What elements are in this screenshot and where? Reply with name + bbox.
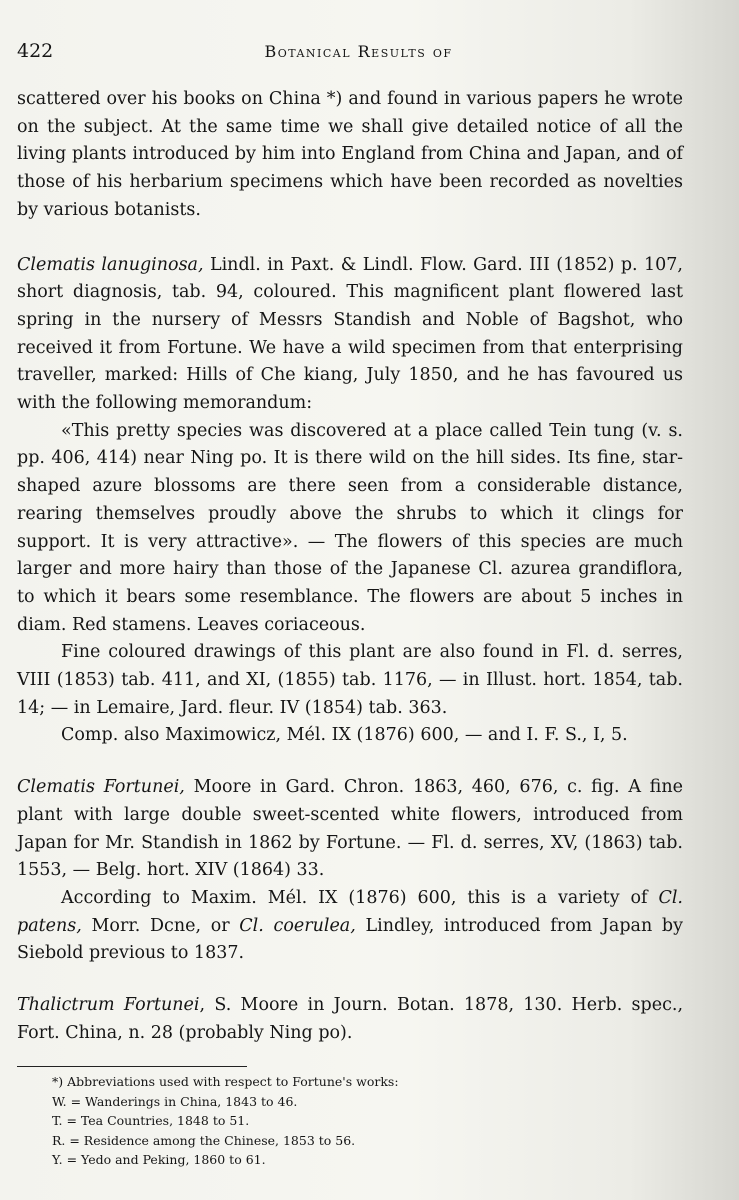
maximowicz-paragraph: According to Maxim. Mél. IX (1876) 600, this is a variety of Cl. patens, Morr. Dcne, or Cl. coerulea, Lindley, introduced from Japan by Siebold previous to 1837. — [17, 887, 684, 964]
entry-clematis-fortunei — [17, 774, 683, 885]
species-name: Cl. coerulea, — [239, 915, 356, 936]
comparison-paragraph: Comp. also Maximowicz, Mél. IX (1876) 600, — and I. F. S., I, 5. — [61, 725, 628, 746]
species-name: Clematis lanuginosa, — [17, 254, 204, 275]
entry-thalictrum-fortunei — [17, 992, 683, 1047]
entry-text: Moore in Gard. Chron. 1863, 460, 676, c. fig. A fine plant with large double sweet-scented white flowers, introduced from Japan for Mr. Standish in 1862 by Fortune. — Fl. d. serres, XV, (1863) tab. 1553, — Belg. hort. XIV (1864) 33. — [17, 777, 683, 881]
drawings-paragraph: Fine coloured drawings of this plant are also found in Fl. d. serres, VIII (1853) tab. 411, and XI, (1855) tab. 1176, — in Illust. hort. 1854, tab. 14; — in Lemaire, Jard. fleur. IV (1854) tab. 363. — [17, 642, 683, 718]
running-head: Botanical Results of — [264, 42, 453, 61]
entry-clematis-lanuginosa — [17, 252, 683, 418]
footnote-line: W. = Wanderings in China, 1843 to 46. — [52, 1093, 298, 1109]
page-number: 422 — [17, 40, 54, 62]
footnote-rule — [17, 1066, 247, 1067]
page-header — [17, 40, 700, 68]
species-name: Cl. patens, — [17, 887, 683, 936]
footnote-line: R. = Residence among the Chinese, 1853 to 56. — [52, 1132, 356, 1148]
species-name: Clematis Fortunei, — [17, 777, 185, 798]
footnote-line: *) Abbreviations used with respect to Fortune's works: — [52, 1074, 399, 1089]
footnote-line: T. = Tea Countries, 1848 to 51. — [52, 1113, 250, 1128]
entry-text: Lindl. in Paxt. & Lindl. Flow. Gard. III (1852) p. 107, short diagnosis, tab. 94, coloured. This magnificent plant flowered last spring in the nursery of Messrs Standish and Noble of Bagshot, who received it from Fortune. We have a wild specimen from that enterprising traveller, marked: Hills of Che kiang, July 1850, and he has favoured us with the following memorandum: — [17, 254, 683, 414]
body-text — [17, 86, 683, 1048]
entry-text: , S. Moore in Journ. Botan. 1878, 130. Herb. spec., Fort. China, n. 28 (probably Ning po). — [17, 995, 684, 1043]
footnote-line: Y. = Yedo and Peking, 1860 to 61. — [52, 1152, 266, 1167]
footnotes — [52, 1072, 399, 1170]
intro-paragraph: scattered over his books on China *) and found in various papers he wrote on the subject. At the same time we shall give detailed notice of all the living plants introduced by him into England from China and Japan, and of those of his herbarium specimens which have been recorded as novelties by various botanists. — [17, 89, 683, 220]
fortune-quote-paragraph: «This pretty species was discovered at a place called Tein tung (v. s. pp. 406, 414) near Ning po. It is there wild on the hill sides. Its fine, star-shaped azure blossoms are there seen from a considerable distance, rearing themselves proudly above the shrubs to which it clings for support. It is very attractive». — The flowers of this species are much larger and more hairy than those of the Japanese Cl. azurea grandiflora, to which it bears some resemblance. The flowers are about 5 inches in diam. Red stamens. Leaves coriaceous. — [17, 420, 683, 635]
species-name: Thalictrum Fortunei — [17, 995, 200, 1016]
